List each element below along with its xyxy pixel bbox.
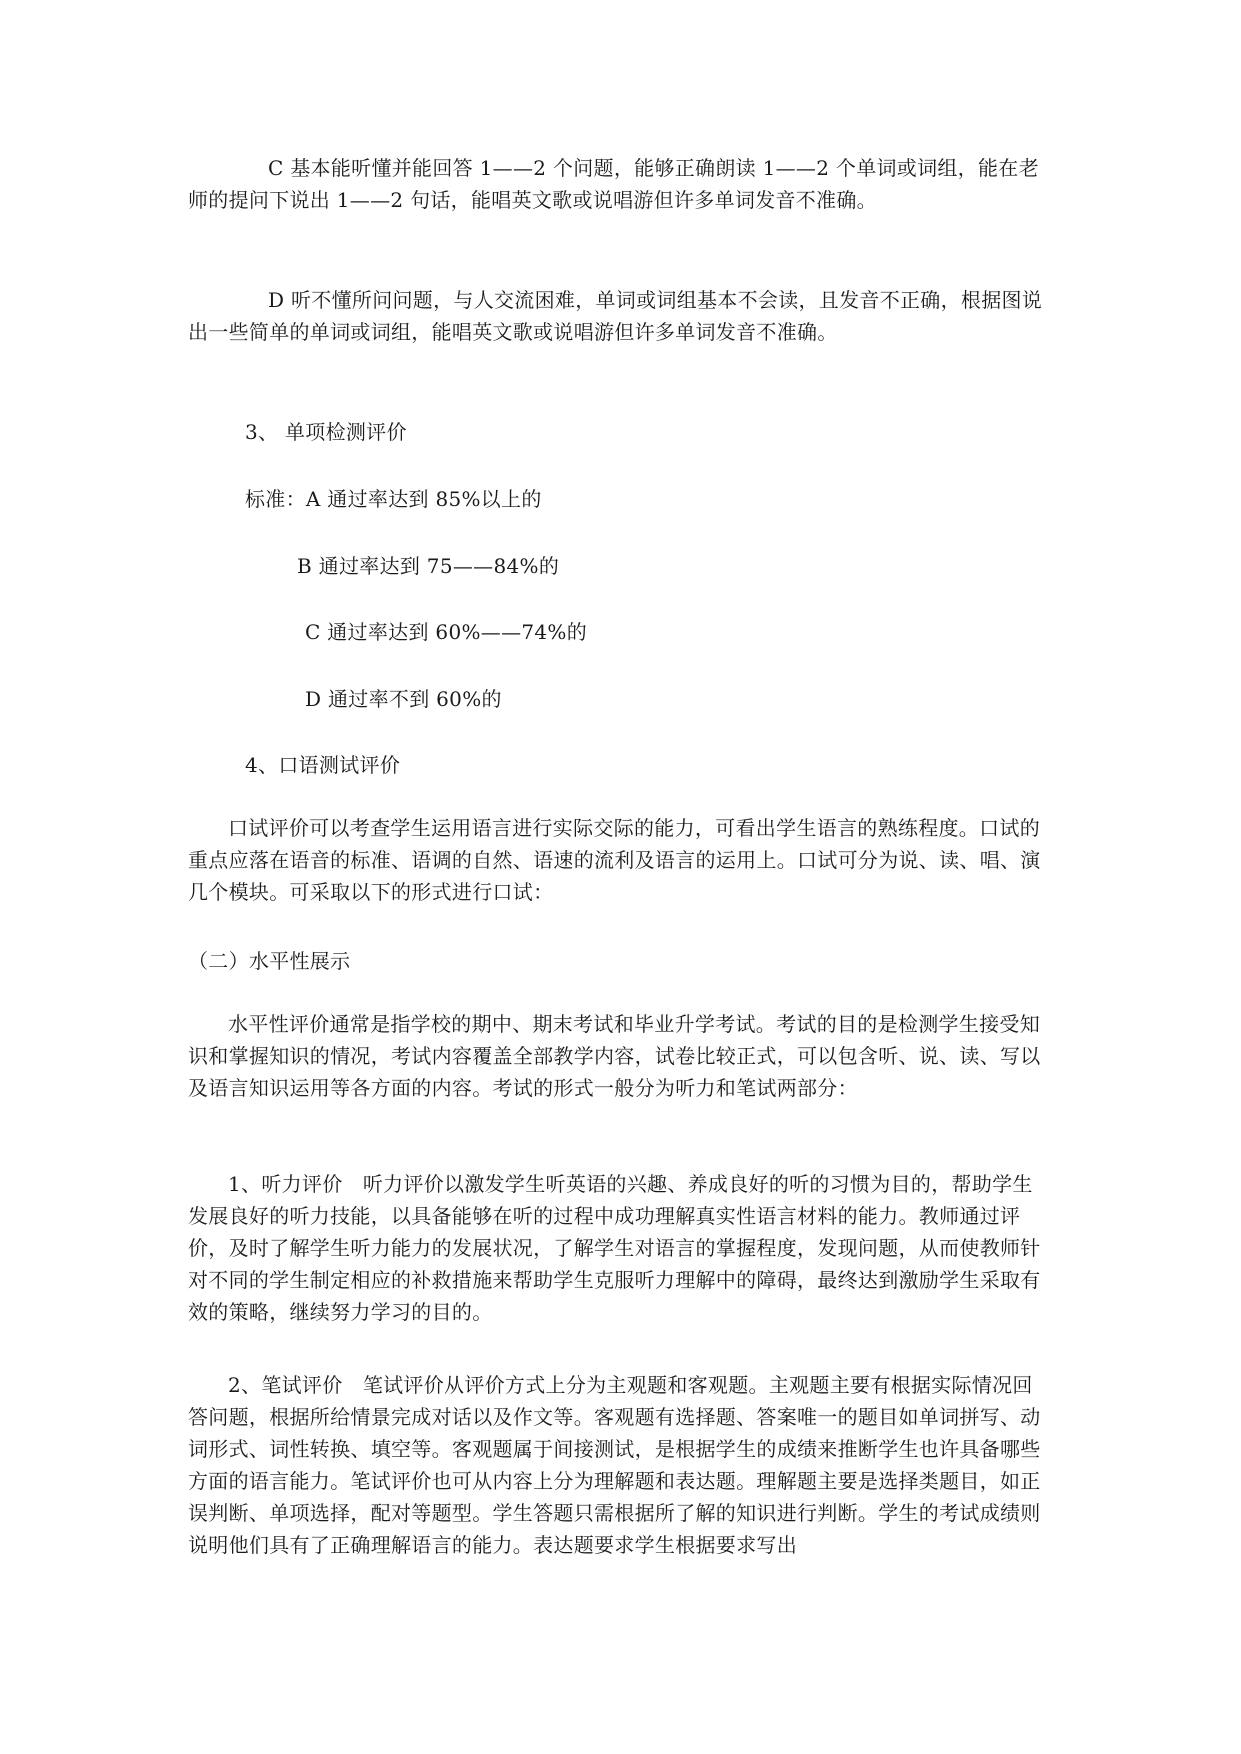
paragraph-oral-evaluation: 口试评价可以考查学生运用语言进行实际交际的能力，可看出学生语言的熟练程度。口试的重点应落在语音的标准、语调的自然、语速的流利及语言的运用上。口试可分为说、读、唱、演几个模块。可采取以下的形式进行口试： [188, 816, 1041, 904]
paragraph-level-c: C 基本能听懂并能回答 1——2 个问题，能够正确朗读 1——2 个单词或词组，能在老师的提问下说出 1——2 句话，能唱英文歌或说唱游但许多单词发音不准确。 [188, 156, 1039, 212]
paragraph-level-d: D 听不懂所问问题，与人交流困难，单词或词组基本不会读，且发音不正确，根据图说出一些简单的单词或词组，能唱英文歌或说唱游但许多单词发音不准确。 [188, 288, 1043, 344]
paragraph-level-evaluation: 水平性评价通常是指学校的期中、期末考试和毕业升学考试。考试的目的是检测学生接受知识和掌握知识的情况，考试内容覆盖全部教学内容，试卷比较正式，可以包含听、说、读、写以及语言知识运用等各方面的内容。考试的形式一般分为听力和笔试两部分： [188, 1012, 1041, 1100]
standard-a: 标准：A 通过率达到 85%以上的 [245, 487, 542, 511]
paragraph-listening-evaluation: 1、听力评价 听力评价以激发学生听英语的兴趣、养成良好的听的习惯为目的，帮助学生发展良好的听力技能，以具备能够在听的过程中成功理解真实性语言材料的能力。教师通过评价，及时了解学生听力能力的发展状况，了解学生对语言的掌握程度，发现问题，从而使教师针对不同的学生制定相应的补救措施来帮助学生克服听力理解中的障碍，最终达到激励学生采取有效的策略，继续努力学习的目的。 [188, 1172, 1041, 1324]
section-heading-level-display: （二）水平性展示 [188, 949, 351, 973]
standard-c: C 通过率达到 60%——74%的 [305, 620, 588, 644]
heading-oral-test: 4、口语测试评价 [245, 753, 401, 777]
heading-single-item-test: 3、 单项检测评价 [245, 420, 407, 444]
standard-b: B 通过率达到 75——84%的 [297, 554, 560, 578]
standard-d: D 通过率不到 60%的 [305, 687, 502, 711]
paragraph-written-evaluation: 2、笔试评价 笔试评价从评价方式上分为主观题和客观题。主观题主要有根据实际情况回答问题，根据所给情景完成对话以及作文等。客观题有选择题、答案唯一的题目如单词拼写、动词形式、词性转换、填空等。客观题属于间接测试，是根据学生的成绩来推断学生也许具备哪些方面的语言能力。笔试评价也可从内容上分为理解题和表达题。理解题主要是选择类题目，如正误判断、单项选择，配对等题型。学生答题只需根据所了解的知识进行判断。学生的考试成绩则说明他们具有了正确理解语言的能力。表达题要求学生根据要求写出 [188, 1373, 1041, 1557]
